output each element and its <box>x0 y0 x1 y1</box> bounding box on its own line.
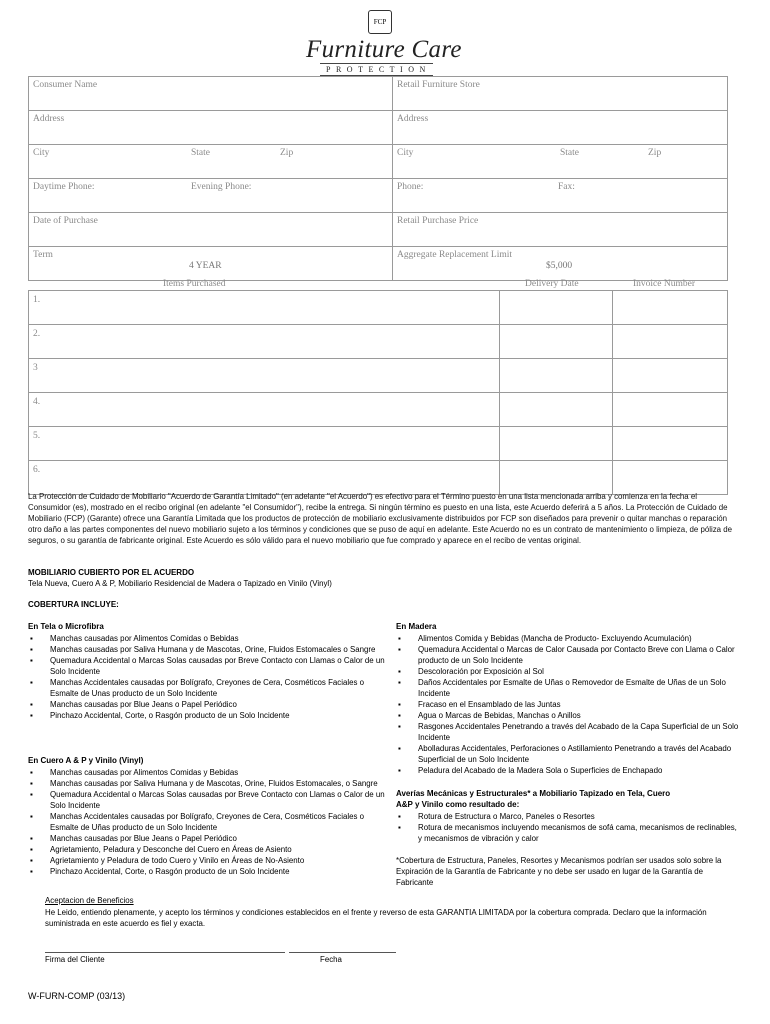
covered-heading: MOBILIARIO CUBIERTO POR EL ACUERDO <box>28 568 195 577</box>
item-cell[interactable]: 3 <box>29 359 500 393</box>
list-item: ▪ Agrietamiento y Peladura de todo Cuero y Vinilo en Áreas de No-Asiento <box>28 855 388 866</box>
list-item: ▪ Agrietamiento, Peladura y Desconche del Cuero en Áreas de Asiento <box>28 844 388 855</box>
crest-icon: FCP <box>368 10 392 34</box>
mechanical-heading-line1: Averías Mecánicas y Estructurales* a Mobiliario Tapizado en Tela, Cuero <box>396 789 671 798</box>
acceptance-heading: Aceptacion de Beneficios <box>45 896 134 905</box>
table-row <box>29 359 728 393</box>
fabric-heading: En Tela o Microfibra <box>28 622 104 631</box>
date-label: Fecha <box>320 955 342 964</box>
address-field-left[interactable]: Address <box>29 111 393 145</box>
list-item: ▪ Alimentos Comida y Bebidas (Mancha de Producto- Excluyendo Acumulación) <box>396 633 740 644</box>
item-cell[interactable]: 2. <box>29 325 500 359</box>
list-item: ▪ Manchas causadas por Blue Jeans o Papel Periódico <box>28 699 388 710</box>
item-cell[interactable]: 6. <box>29 461 500 495</box>
wood-heading: En Madera <box>396 622 437 631</box>
aggregate-value: $5,000 <box>546 261 573 271</box>
item-cell[interactable]: 1. <box>29 291 500 325</box>
list-item: ▪ Rotura de mecanismos incluyendo mecanismos de sofá cama, mecanismos de reclinables, y mecanismos de vibración y calor <box>396 822 740 844</box>
wood-list <box>396 633 740 776</box>
phone-field-right[interactable]: Phone: Fax: <box>393 179 728 213</box>
delivery-date-cell[interactable] <box>500 393 613 427</box>
list-item: ▪ Manchas causadas por Blue Jeans o Papel Periódico <box>28 833 388 844</box>
mechanical-note: *Cobertura de Estructura, Paneles, Resortes y Mecanismos podrían ser usados solo sobre la Expiración de la Garantía de Fabricante y no debe ser usado en lugar de la Garantía de Fabricante <box>396 856 722 887</box>
consumer-name-field[interactable]: Consumer Name <box>29 77 393 111</box>
list-item: ▪ Pinchazo Accidental, Corte, o Rasgón producto de un Solo Incidente <box>28 710 388 721</box>
invoice-number-cell[interactable] <box>613 461 728 495</box>
retail-store-field[interactable]: Retail Furniture Store <box>393 77 728 111</box>
delivery-date-cell[interactable] <box>500 325 613 359</box>
list-item: ▪ Pinchazo Accidental, Corte, o Rasgón producto de un Solo Incidente <box>28 866 388 877</box>
delivery-date-cell[interactable] <box>500 461 613 495</box>
list-item: ▪ Manchas causadas por Alimentos Comidas y Bebidas <box>28 767 388 778</box>
term-value: 4 YEAR <box>189 261 222 271</box>
leather-list <box>28 767 388 877</box>
term-field[interactable]: Term 4 YEAR <box>29 247 393 281</box>
delivery-date-cell[interactable] <box>500 427 613 461</box>
items-purchased-header: Items Purchased <box>163 279 226 289</box>
invoice-number-cell[interactable] <box>613 291 728 325</box>
list-item: ▪ Rasgones Accidentales Penetrando a través del Acabado de la Capa Superficial de un Solo Incidente <box>396 721 740 743</box>
items-table <box>28 290 728 495</box>
mechanical-list <box>396 811 740 844</box>
covered-text: Tela Nueva, Cuero A & P, Mobiliario Residencial de Madera o Tapizado en Vinilo (Vinyl) <box>28 579 332 588</box>
table-row <box>29 427 728 461</box>
logo-subtitle: PROTECTION <box>320 63 433 76</box>
invoice-number-cell[interactable] <box>613 393 728 427</box>
delivery-date-cell[interactable] <box>500 359 613 393</box>
fabric-list <box>28 633 388 721</box>
address-field-right[interactable]: Address <box>393 111 728 145</box>
list-item: ▪ Quemadura Accidental o Marcas Solas causadas por Breve Contacto con Llamas o Calor de un Solo Incidente <box>28 655 388 677</box>
retail-purchase-price-field[interactable]: Retail Purchase Price <box>393 213 728 247</box>
logo-title: Furniture Care <box>306 36 462 63</box>
table-row <box>29 325 728 359</box>
delivery-date-header: Delivery Date <box>525 279 579 289</box>
list-item: ▪ Daños Accidentales por Esmalte de Uñas o Removedor de Esmalte de Uñas de un Solo Incidente <box>396 677 740 699</box>
city-state-zip-left[interactable]: City State Zip <box>29 145 393 179</box>
list-item: ▪ Manchas Accidentales causadas por Bolígrafo, Creyones de Cera, Cosméticos Faciales o Esmalte de Uñas producto de un Solo Incidente <box>28 811 388 833</box>
date-line[interactable] <box>289 952 396 953</box>
signature-label: Firma del Cliente <box>45 955 105 964</box>
signature-line[interactable] <box>45 952 285 953</box>
list-item: ▪ Peladura del Acabado de la Madera Sola o Superficies de Enchapado <box>396 765 740 776</box>
list-item: ▪ Rotura de Estructura o Marco, Paneles o Resortes <box>396 811 740 822</box>
table-row <box>29 461 728 495</box>
leather-heading: En Cuero A & P y Vinilo (Vinyl) <box>28 756 144 765</box>
list-item: ▪ Manchas causadas por Saliva Humana y de Mascotas, Orine, Fluidos Estomacales o Sangre <box>28 644 388 655</box>
company-logo <box>300 10 462 74</box>
aggregate-limit-field[interactable]: Aggregate Replacement Limit $5,000 <box>393 247 728 281</box>
invoice-number-cell[interactable] <box>613 359 728 393</box>
phone-field-left[interactable]: Daytime Phone: Evening Phone: <box>29 179 393 213</box>
table-row <box>29 393 728 427</box>
intro-paragraph: La Protección de Cuidado de Mobiliario "Acuerdo de Garantía Limitado" (en adelante "el Acuerdo") es efectivo para el Término puesto en una lista mencionada arriba y comienza en la fecha el Consumidor (es), mostrado en el recibo original (en adelante "el Consumidor"), recibe la entrega. Si ningún término es puesto en una lista, este Acuerdo deferirá a 5 años. La Protección de Cuidado de Mobiliario (FCP) (Garante) ofrece una Garantía Limitada que los productos de protección de mobiliario exclusivamente distribuidos por FCP son diseñados para prevenir o quitar manchas o reparación otro daño a las partes componentes del nuevo mobiliario sujeto a los términos y condiciones que se puso de aquí en adelante. Este Acuerdo no es un contrato de mantenimiento o limpieza, de póliza de seguros, o su garantía de fabricante original. Este Acuerdo es sólo válido para el nuevo mobiliario que fue comprado y aparece en el recibo de ventas original. <box>28 492 733 545</box>
table-row <box>29 291 728 325</box>
item-cell[interactable]: 5. <box>29 427 500 461</box>
list-item: ▪ Agua o Marcas de Bebidas, Manchas o Anillos <box>396 710 740 721</box>
coverage-heading: COBERTURA INCLUYE: <box>28 600 119 609</box>
city-state-zip-right[interactable]: City State Zip <box>393 145 728 179</box>
acceptance-text: He Leido, entiendo plenamente, y acepto los términos y condiciones establecidos en el frente y reverso de esta GARANTIA LIMITADA por la cobertura comprada. Declaro que la información suministrada en este acuerdo es fiel y exacta. <box>45 908 707 928</box>
invoice-number-cell[interactable] <box>613 427 728 461</box>
form-code: W-FURN-COMP (03/13) <box>28 991 126 1001</box>
list-item: ▪ Descoloración por Exposición al Sol <box>396 666 740 677</box>
list-item: ▪ Manchas causadas por Alimentos Comidas o Bebidas <box>28 633 388 644</box>
customer-info-form <box>28 76 728 281</box>
invoice-number-header: Invoice Number <box>633 279 695 289</box>
list-item: ▪ Fracaso en el Ensamblado de las Juntas <box>396 699 740 710</box>
item-cell[interactable]: 4. <box>29 393 500 427</box>
list-item: ▪ Abolladuras Accidentales, Perforaciones o Astillamiento Penetrando a través del Acabado Superficial de un Solo Incidente <box>396 743 740 765</box>
mechanical-heading-line2: A&P y Vinilo como resultado de: <box>396 800 520 809</box>
list-item: ▪ Quemadura Accidental o Marcas de Calor Causada por Contacto Breve con Llama o Calor producto de un Solo Incidente <box>396 644 740 666</box>
delivery-date-cell[interactable] <box>500 291 613 325</box>
invoice-number-cell[interactable] <box>613 325 728 359</box>
date-of-purchase-field[interactable]: Date of Purchase <box>29 213 393 247</box>
list-item: ▪ Manchas causadas por Saliva Humana y de Mascotas, Orine, Fluidos Estomacales, o Sangre <box>28 778 388 789</box>
list-item: ▪ Manchas Accidentales causadas por Bolígrafo, Creyones de Cera, Cosméticos Faciales o Esmalte de Unas producto de un Solo Incidente <box>28 677 388 699</box>
list-item: ▪ Quemadura Accidental o Marcas Solas causadas por Breve Contacto con Llamas o Calor de un Solo Incidente <box>28 789 388 811</box>
